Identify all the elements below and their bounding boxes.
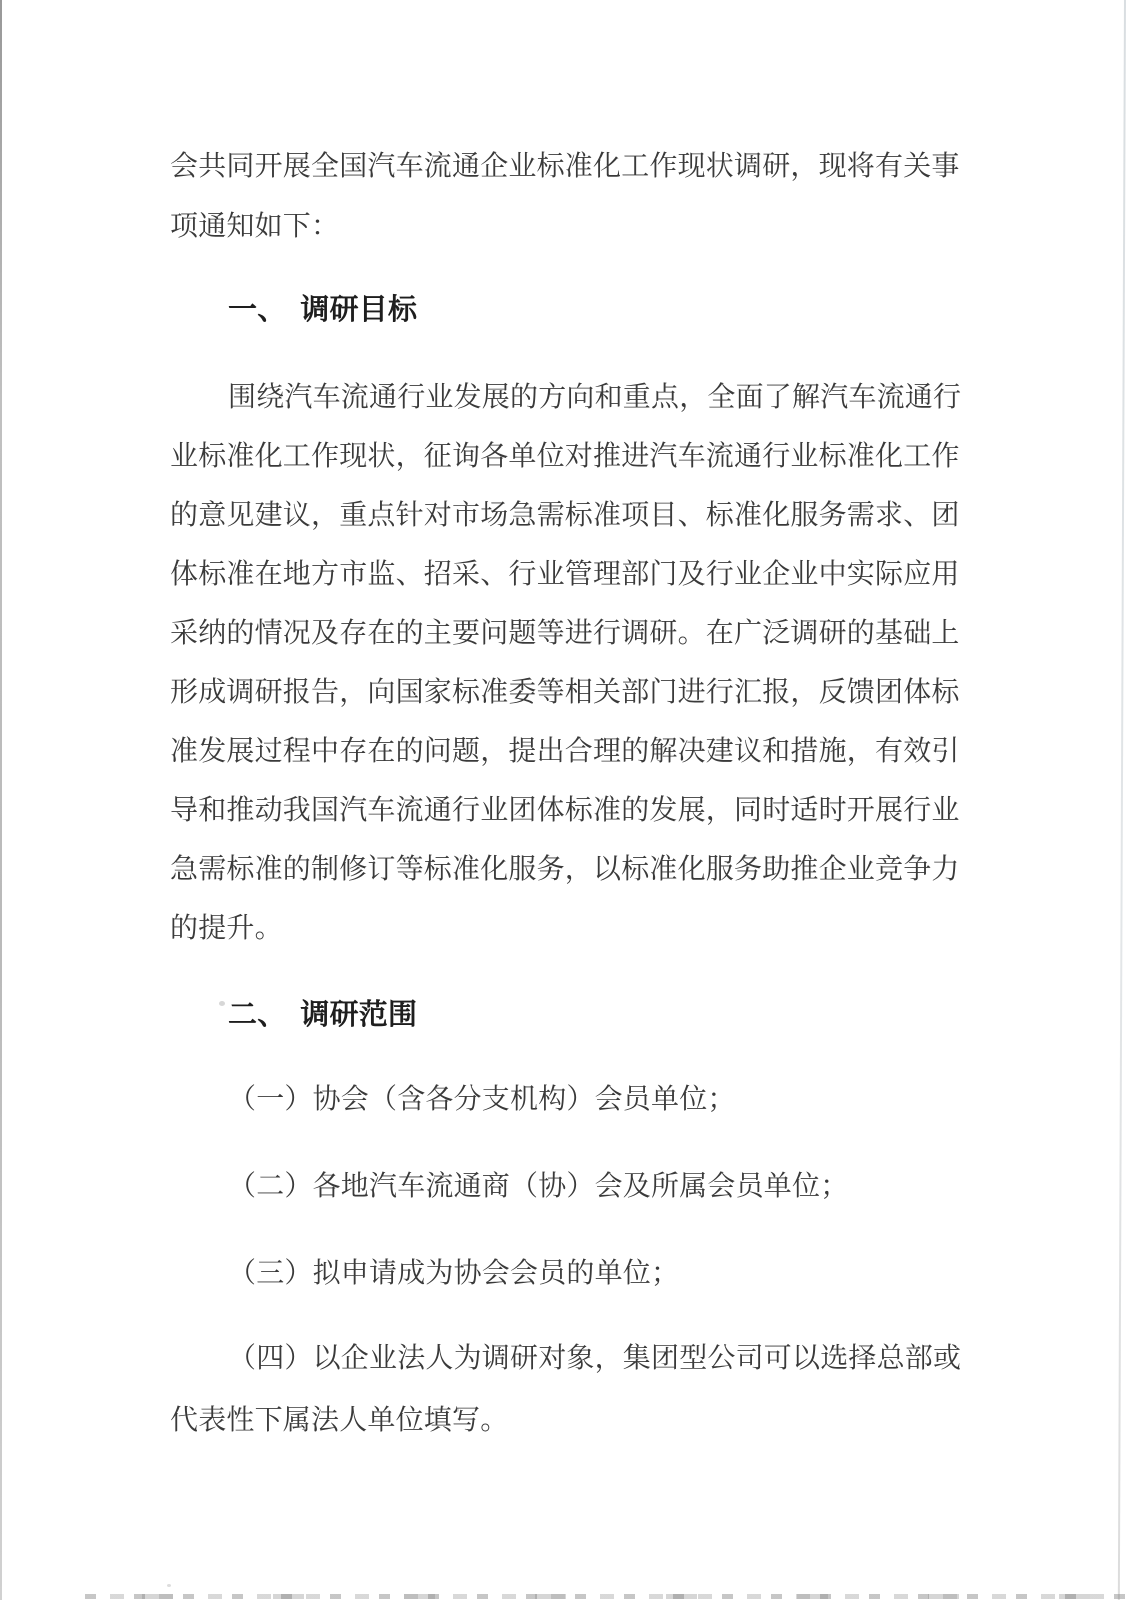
text-line: 代表性下属法人单位填写。 <box>170 1405 509 1436</box>
text-line: 业标准化工作现状，征询各单位对推进汽车流通行业标准化工作 <box>170 441 960 472</box>
text-line: 的意见建议，重点针对市场急需标准项目、标准化服务需求、团 <box>170 500 960 531</box>
section-1-body <box>170 368 970 958</box>
scan-left-edge-artifact <box>0 0 2 1600</box>
list-item-4 <box>170 1328 970 1452</box>
text-line: 急需标准的制修订等标准化服务，以标准化服务助推企业竞争力 <box>170 854 960 885</box>
text-line: 会共同开展全国汽车流通企业标准化工作现状调研，现将有关事 <box>170 151 960 182</box>
text-line: 围绕汽车流通行业发展的方向和重点，全面了解汽车流通行 <box>228 382 962 413</box>
section-2-list <box>170 1070 970 1331</box>
scan-right-edge-artifact <box>1118 0 1126 1600</box>
section-2-title: 调研范围 <box>300 999 418 1031</box>
section-2-heading <box>170 985 1028 1045</box>
text-line: 导和推动我国汽车流通行业团体标准的发展，同时适时开展行业 <box>170 795 960 826</box>
text-line: 体标准在地方市监、招采、行业管理部门及行业企业中实际应用 <box>170 559 960 590</box>
section-1-heading <box>170 280 1028 340</box>
list-item: （三）拟申请成为协会会员的单位； <box>228 1258 680 1289</box>
section-1-title: 调研目标 <box>300 294 418 326</box>
scan-speckle <box>167 1584 171 1587</box>
section-1-number: 一、 <box>228 294 287 326</box>
text-line: （四）以企业法人为调研对象，集团型公司可以选择总部或 <box>228 1343 962 1374</box>
intro-paragraph <box>170 137 970 257</box>
section-2-number: 二、 <box>228 999 287 1031</box>
list-item: （一）协会（含各分支机构）会员单位； <box>228 1084 736 1115</box>
text-line: 的提升。 <box>170 913 283 944</box>
text-line: 准发展过程中存在的问题，提出合理的解决建议和措施，有效引 <box>170 736 960 767</box>
list-item: （二）各地汽车流通商（协）会及所属会员单位； <box>228 1171 849 1202</box>
text-line: 采纳的情况及存在的主要问题等进行调研。在广泛调研的基础上 <box>170 618 960 649</box>
text-line: 形成调研报告，向国家标准委等相关部门进行汇报，反馈团体标 <box>170 677 960 708</box>
scan-bottom-cutoff-text-artifact <box>85 1594 1131 1599</box>
text-line: 项通知如下： <box>170 211 340 242</box>
